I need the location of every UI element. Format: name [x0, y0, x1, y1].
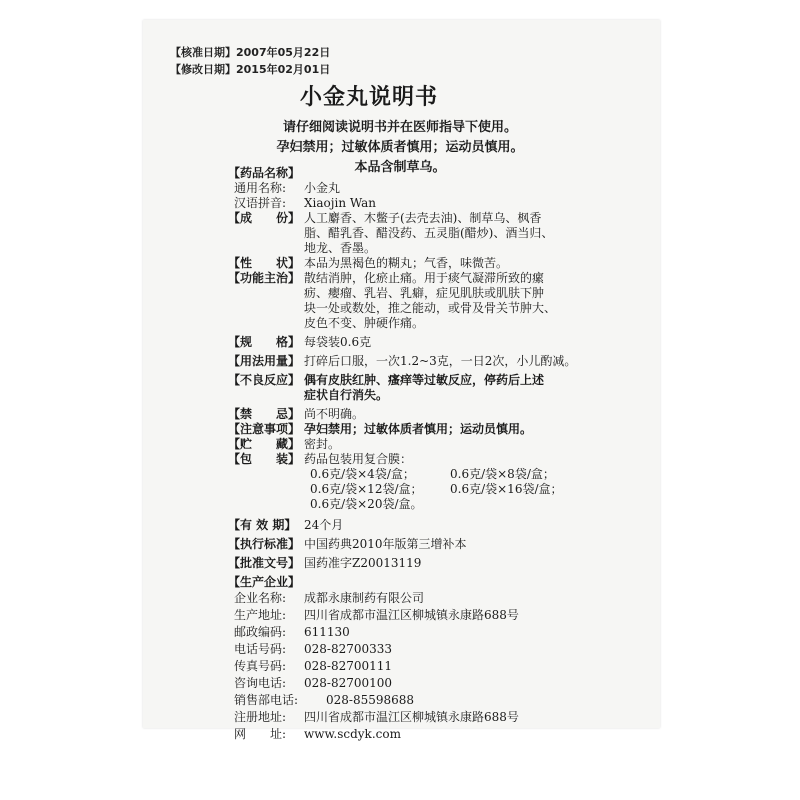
document-title: 小金丸说明书	[300, 85, 439, 110]
section-label: 【包 装】	[228, 452, 301, 466]
field-value: 028-82700111	[304, 659, 393, 673]
field-value: 四川省成都市温江区柳城镇永康路688号	[304, 608, 519, 622]
field-value: 028-82700100	[304, 676, 393, 690]
field-value: 028-85598688	[326, 693, 415, 707]
field-value: Xiaojin Wan	[304, 196, 377, 210]
company-row	[228, 726, 598, 743]
packaging-option: 0.6克/袋×12袋/盒；	[310, 482, 423, 496]
field-label: 企业名称:	[234, 591, 287, 605]
company-row	[228, 658, 598, 675]
section-usage	[228, 354, 598, 369]
field-value: 028-82700333	[304, 642, 393, 656]
section-value: 药品包装用复合膜：	[304, 452, 413, 466]
company-row	[228, 624, 598, 641]
section-value: 尚不明确。	[304, 407, 365, 421]
section-value: 孕妇禁用；过敏体质者慎用；运动员慎用。	[304, 422, 533, 436]
section-storage	[228, 437, 598, 452]
text-line: 偶有皮肤红肿、瘙痒等过敏反应，停药后上述	[304, 373, 545, 387]
section-contraindications	[228, 407, 598, 422]
section-value	[304, 373, 598, 403]
text-line: 症状自行消失。	[304, 388, 389, 402]
section-label: 【成 份】	[228, 211, 301, 225]
field-value: 611130	[304, 625, 350, 639]
section-ingredients	[228, 211, 598, 256]
field-value: 成都永康制药有限公司	[304, 591, 425, 605]
section-value: 24个月	[304, 518, 344, 532]
warning-line: 本品含制草乌。	[354, 160, 446, 175]
packaging-row	[228, 482, 598, 497]
packaging-row	[228, 497, 598, 512]
text-line: 人工麝香、木鳖子(去壳去油)、制草乌、枫香	[304, 211, 542, 225]
section-packaging	[228, 452, 598, 467]
section-value	[304, 211, 598, 256]
field-label: 传真号码:	[234, 659, 287, 673]
company-row	[228, 590, 598, 607]
section-value: 国药准字Z20013119	[304, 556, 422, 570]
section-indications	[228, 271, 598, 331]
packaging-option: 0.6克/袋×8袋/盒；	[450, 467, 555, 481]
section-value: 每袋装0.6克	[304, 335, 372, 349]
section-value: 打碎后口服，一次1.2~3克，一日2次，小儿酌减。	[304, 354, 577, 368]
section-value: 本品为黑褐色的糊丸；气香，味微苦。	[304, 256, 509, 270]
company-row	[228, 641, 598, 658]
leaflet-body	[228, 166, 598, 743]
approval-date: 【核准日期】2007年05月22日	[170, 46, 331, 59]
section-label: 【用法用量】	[228, 354, 301, 368]
common-name-row	[228, 181, 598, 196]
text-line: 地龙、香墨。	[304, 241, 377, 255]
revision-date: 【修改日期】2015年02月01日	[170, 63, 331, 76]
text-line: 脂、醋乳香、醋没药、五灵脂(醋炒)、酒当归、	[304, 226, 554, 240]
warning-line: 请仔细阅读说明书并在医师指导下使用。	[282, 120, 517, 135]
warning-line: 孕妇禁用；过敏体质者慎用；运动员慎用。	[276, 140, 524, 155]
company-row	[228, 709, 598, 726]
section-drug-name	[228, 166, 598, 181]
section-label: 【功能主治】	[228, 271, 301, 285]
packaging-row	[228, 467, 598, 482]
company-row	[228, 692, 598, 709]
section-label: 【不良反应】	[228, 373, 301, 387]
section-adverse	[228, 373, 598, 403]
field-value: 小金丸	[304, 181, 341, 195]
section-label: 【性 状】	[228, 256, 301, 270]
section-label: 【批准文号】	[228, 556, 301, 570]
section-label: 【贮 藏】	[228, 437, 301, 451]
section-value: 密封。	[304, 437, 341, 451]
text-line: 散结消肿，化瘀止痛。用于痰气凝滞所致的瘰	[304, 271, 545, 285]
company-row	[228, 675, 598, 692]
field-label: 注册地址:	[234, 710, 287, 724]
section-label: 【执行标准】	[228, 537, 301, 551]
section-label: 【注意事项】	[228, 422, 301, 436]
text-line: 疬、瘿瘤、乳岩、乳癖，症见肌肤或肌肤下肿	[304, 286, 545, 300]
date-header	[170, 44, 330, 78]
section-label: 【生产企业】	[228, 575, 301, 589]
company-row	[228, 607, 598, 624]
field-label: 生产地址:	[234, 608, 287, 622]
section-label: 【禁 忌】	[228, 407, 301, 421]
section-standard	[228, 537, 598, 552]
section-approval-number	[228, 556, 598, 571]
section-label: 【药品名称】	[228, 166, 301, 180]
section-value: 中国药典2010年版第三增补本	[304, 537, 467, 551]
section-specification	[228, 335, 598, 350]
field-label: 咨询电话:	[234, 676, 287, 690]
section-manufacturer	[228, 575, 598, 590]
field-label: 邮政编码:	[234, 625, 287, 639]
field-label: 电话号码:	[234, 642, 287, 656]
section-validity	[228, 518, 598, 533]
field-value: www.scdyk.com	[304, 727, 401, 741]
pinyin-row	[228, 196, 598, 211]
section-label: 【有 效 期】	[228, 518, 297, 532]
field-value: 四川省成都市温江区柳城镇永康路688号	[304, 710, 519, 724]
field-label: 网 址:	[234, 727, 287, 741]
text-line: 块一处或数处，推之能动，或骨及骨关节肿大、	[304, 301, 557, 315]
text-line: 皮色不变、肿硬作痛。	[304, 316, 425, 330]
section-label: 【规 格】	[228, 335, 301, 349]
packaging-option: 0.6克/袋×4袋/盒；	[310, 467, 415, 481]
section-precautions	[228, 422, 598, 437]
packaging-option: 0.6克/袋×16袋/盒；	[450, 482, 563, 496]
packaging-option: 0.6克/袋×20袋/盒。	[310, 497, 423, 511]
field-label: 通用名称:	[234, 181, 287, 195]
section-appearance	[228, 256, 598, 271]
section-value	[304, 271, 598, 331]
field-label: 汉语拼音:	[234, 196, 287, 210]
field-label: 销售部电话:	[234, 693, 299, 707]
